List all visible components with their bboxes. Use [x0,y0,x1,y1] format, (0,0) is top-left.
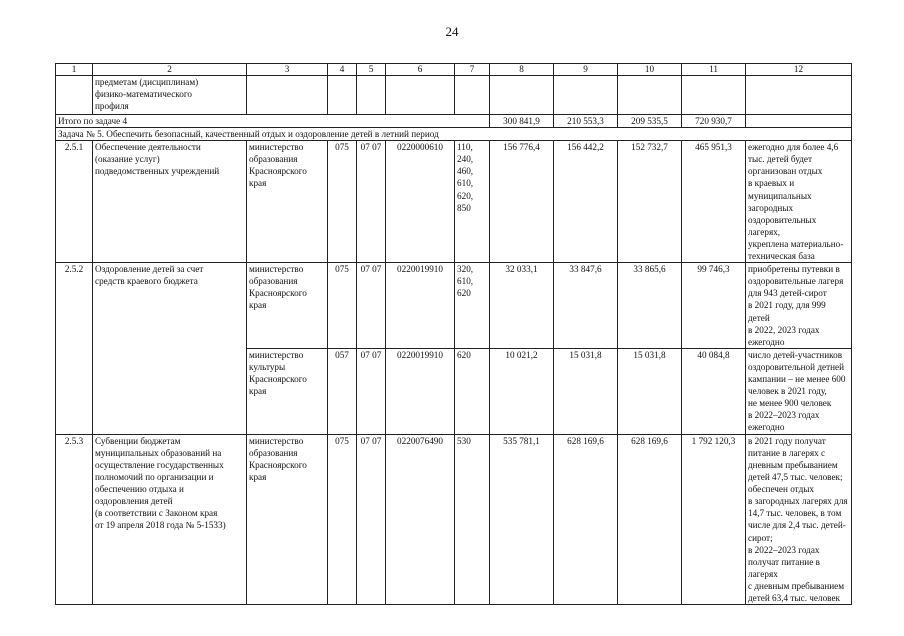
table-row [56,263,852,349]
header-cell: 2 [93,64,247,76]
header-cell: 11 [682,64,746,76]
row-cell: 07 07 [357,141,386,263]
header-cell: 6 [386,64,455,76]
row-cell: 33 865,6 [618,263,682,349]
row-cell: 15 031,8 [554,348,618,434]
row-cell: 075 [328,263,357,349]
header-cell: 3 [247,64,328,76]
header-cell: 10 [618,64,682,76]
row-result: число детей-участников оздоровительной детней кампании – не менее 600 человек в 2021 году, не менее 900 человек в 2022–2023 годах ежегодно [746,348,852,434]
page-number: 24 [445,24,459,39]
row-cell: 0220000610 [386,141,455,263]
header-cell: 1 [56,64,93,76]
row-cell: 0220019910 [386,263,455,349]
row-cell: 628 169,6 [554,434,618,604]
header-cell: 5 [357,64,386,76]
row-cell: 156 442,2 [554,141,618,263]
row-cell: 320, 610, 620 [455,263,490,349]
row-org: министерство образования Красноярского края [247,263,328,349]
row-result: ежегодно для более 4,6 тыс. детей будет организован отдых в краевых и муниципальных загородных оздоровительных лагерях, укреплена материально- техническая база [746,141,852,263]
row-cell: 057 [328,348,357,434]
row-cell: 152 732,7 [618,141,682,263]
total-label: Итого по задаче 4 [56,115,490,128]
row-cell: 33 847,6 [554,263,618,349]
header-cell: 7 [455,64,490,76]
row-result: в 2021 году получат питание в лагерях с дневным пребыванием детей 47,5 тыс. человек; обеспечен отдых в загородных лагерях для 14,7 тыс. человек, в том числе для 2,4 тыс. детей- сирот; в 2022–2023 годах получат питание в лагерях с дневным пребыванием детей 63,4 тыс. человек [746,434,852,604]
row-number: 2.5.1 [56,141,93,263]
row-cell: 99 746,3 [682,263,746,349]
row-cell: 465 951,3 [682,141,746,263]
row-cell: 32 033,1 [490,263,554,349]
row-cell: 620 [455,348,490,434]
budget-table [55,63,852,605]
row-name: Оздоровление детей за счет средств краевого бюджета [93,263,247,435]
row-cell: 10 021,2 [490,348,554,434]
row-org: министерство культуры Красноярского края [247,348,328,434]
section-title: Задача № 5. Обеспечить безопасный, качественный отдых и оздоровление детей в летний период [56,128,852,141]
total-cell: 209 535,5 [618,115,682,128]
row-cell: 075 [328,434,357,604]
total-cell: 720 930,7 [682,115,746,128]
row-cell: 110, 240, 460, 610, 620, 850 [455,141,490,263]
row-number: 2.5.2 [56,263,93,435]
row-cell: 075 [328,141,357,263]
continuation-text: предметам (дисциплинам) физико-математического профиля [93,76,247,115]
table-row [56,141,852,263]
header-cell: 12 [746,64,852,76]
row-org: министерство образования Красноярского края [247,141,328,263]
row-cell: 07 07 [357,263,386,349]
row-cell: 530 [455,434,490,604]
row-cell: 0220076490 [386,434,455,604]
row-cell: 1 792 120,3 [682,434,746,604]
row-result: приобретены путевки в оздоровительные лагеря для 943 детей-сирот в 2021 году, для 999 детей в 2022, 2023 годах ежегодно [746,263,852,349]
row-cell: 156 776,4 [490,141,554,263]
total-cell: 210 553,3 [554,115,618,128]
row-cell: 628 169,6 [618,434,682,604]
row-cell: 07 07 [357,348,386,434]
row-cell: 0220019910 [386,348,455,434]
row-org: министерство образования Красноярского края [247,434,328,604]
header-cell: 9 [554,64,618,76]
row-name: Субвенции бюджетам муниципальных образований на осуществление государственных полномочий по организации и обеспечению отдыха и оздоровления детей (в соответствии с Законом края от 19 апреля 2018 года № 5-1533) [93,434,247,604]
row-cell: 07 07 [357,434,386,604]
table-row [56,434,852,604]
header-cell: 8 [490,64,554,76]
row-name: Обеспечение деятельности (оказание услуг) подведомственных учреждений [93,141,247,263]
table-row [56,76,852,115]
total-row [56,115,852,128]
row-cell: 535 781,1 [490,434,554,604]
row-number: 2.5.3 [56,434,93,604]
row-cell: 15 031,8 [618,348,682,434]
total-cell: 300 841,9 [490,115,554,128]
table-header-row [56,64,852,76]
section-row [56,128,852,141]
row-cell: 40 084,8 [682,348,746,434]
header-cell: 4 [328,64,357,76]
